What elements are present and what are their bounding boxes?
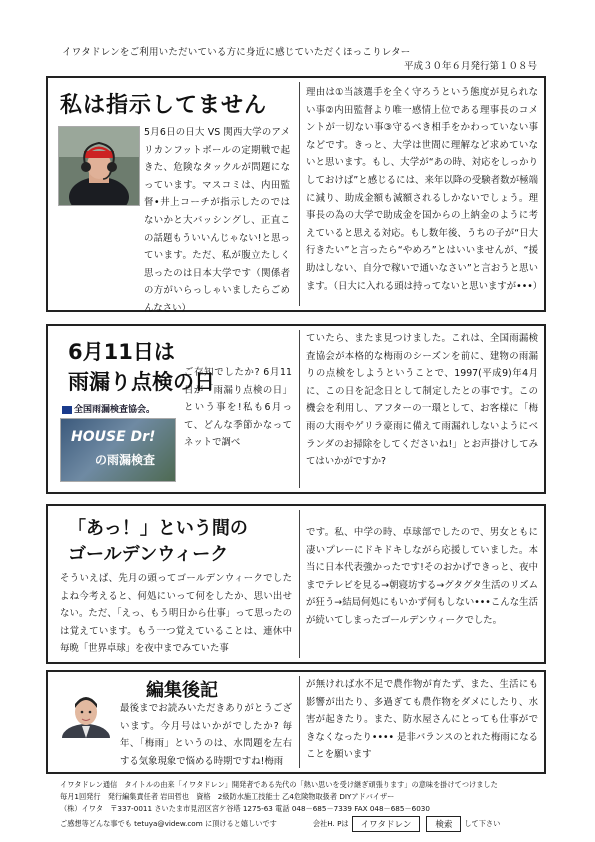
search-button: 検索 bbox=[426, 816, 461, 832]
letter-subtitle: イワタドレンをご利用いただいている方に身近に感じていただくほっこりレター bbox=[62, 47, 411, 58]
column-divider bbox=[299, 676, 300, 768]
banner-title: HOUSE Dr! bbox=[71, 429, 156, 445]
article-title: 私は指示してません bbox=[60, 93, 268, 118]
article-left-text: ご存知でしたか? 6月11日が「雨漏り点検の日」という事を!私も6月って、どんな季節かなってネットで調べ bbox=[184, 367, 292, 449]
coach-photo bbox=[58, 126, 140, 206]
editor-portrait-image bbox=[58, 686, 114, 738]
article-title: 編集後記 bbox=[146, 680, 218, 701]
article-left-text: 5月6日の日大 VS 関西大学のアメリカンフットボールの定期戦で起きた、危険なタックルが問題になっています。マスコミは、内田監督•井上コーチが指示したのではないかと大バッシングし、正直この話題もういいんじゃない!と思っています。ただ、私が腹立たしく思ったのは日本大学です（関係者の方がいらっしゃいましたらごめんなさい） bbox=[144, 127, 290, 314]
article-golden-week bbox=[46, 504, 546, 664]
article-left-text: 最後までお読みいただきありがとうございます。今月号はいかがでしたか? 毎年、「梅雨」というのは、水問題を左右する気象現象で悩める時期ですね!梅雨 bbox=[120, 703, 292, 767]
search-keyword-box: イワタドレン bbox=[352, 816, 421, 832]
banner-subtitle: の雨漏検査 bbox=[95, 453, 156, 467]
article-right-text: ていたら、またま見つけました。これは、全国雨漏検査協会が本格的な梅雨のシーズンを前に、建物の雨漏りの点検をしようということで、1997(平成9)年4月に、この日を記念日として制定したとの事です。この機会を利用し、アフターの一環として、お客様に「梅雨の大雨やゲリラ豪雨に備えて雨漏れしないようにベランダのお掃除をしてくださいね!」とお声掛けしてみてはいかがですか? bbox=[306, 333, 538, 468]
house-dr-banner bbox=[60, 418, 176, 482]
column-divider bbox=[299, 330, 300, 488]
article-title-line2: ゴールデンウィーク bbox=[68, 544, 229, 565]
coach-headset-image bbox=[59, 127, 139, 205]
issue-number: 平成３０年６月発行第１０８号 bbox=[403, 61, 537, 72]
association-logo bbox=[62, 402, 155, 415]
article-right-text: 理由は①当該選手を全く守ろうという態度が見られない事②内田監督より唯一感情上位である理事長のコメントが一切ない事③守るべき相手をかわっていない事などです。きっと、大学は世間に理解など求めていないと思います。もし、大学が“あの時、対応をしっかりしておけば”と感じるには、来年以降の受験者数が極端に減り、助成金額も減額されるしかないでしょう。理事長の為の大学で助成金を国からの上納金のように考えていると思える対応。もし数年後、うちの子が“日大行きたい”と言ったら“やめろ”とはいいませんが、“援助はしない、自分で稼いで通いなさい”と言おうと思います。（日大に入れる頭は持ってないと思いますが•••） bbox=[306, 87, 543, 292]
column-divider bbox=[299, 82, 300, 306]
editor-photo bbox=[58, 686, 114, 738]
article-right-text: です。私、中学の時、卓球部でしたので、男女ともに凄いプレーにドキドキしながら応援していました。本当に日本代表強かったです!そのおかげできっと、夜中までテレビを見る→朝寝坊する→グタグタ生活のリズムが狂う→結局何処にもいかず何もしない•••こんな生活が続いてしまったゴールデンウィークでした。 bbox=[306, 527, 538, 626]
feedback-email-text: ご感想等どんな事でも tetuya@videw.com に頂けると嬉しいです bbox=[60, 819, 277, 828]
editor-postscript bbox=[46, 670, 546, 774]
article-not-instructed bbox=[46, 76, 546, 312]
association-mark-icon bbox=[62, 406, 72, 414]
column-divider bbox=[299, 510, 300, 658]
article-title-line2: 雨漏り点検の日 bbox=[68, 370, 215, 394]
article-left-text: そういえば、先月の頭ってゴールデンウィークでしたよね今考えると、何処にいって何をしたか、思い出せない。ただ、「えっ、もう明日から仕事」って思ったのは覚えています。もう一つ覚えていることは、連休中毎晩「世界卓球」を夜中までみていた事 bbox=[60, 573, 292, 655]
association-name: 全国雨漏検査協会。 bbox=[74, 405, 156, 415]
article-right-text: が無ければ水不足で農作物が育たず、また、生活にも影響が出たり、多過ぎても農作物をダメにしたり、水害が起きたり。また、防水屋さんにとっても仕事ができなくなったり•••• 是非バランスのとれた梅雨になることを願います bbox=[306, 679, 538, 761]
footer-publisher: 毎月1回発行 発行編集責任者 岩田哲也 資格 2級防水施工技能士 乙4危険物取扱者 DIYアドバイザー bbox=[60, 792, 395, 801]
search-instruction: して下さい bbox=[464, 819, 501, 828]
footer-contact bbox=[60, 816, 500, 832]
article-title-line1: 「あっ！」という間の bbox=[68, 518, 248, 539]
article-title-line1: 6月11日は bbox=[68, 340, 175, 364]
footer-address: （株）イワタ 〒337-0011 さいたま市見沼区宮ケ谷塔 1275-63 電話 048－685－7339 FAX 048－685－6030 bbox=[60, 804, 430, 813]
article-rain-leak-day bbox=[46, 324, 546, 494]
company-hp-label: 会社H. Pは bbox=[312, 819, 349, 828]
footer-title-origin: イワタドレン通信 タイトルの由来「イワタドレン」開発者である先代の「熱い思いを受け継ぎ頑張ります」の意味を掛けてつけました bbox=[60, 780, 498, 789]
